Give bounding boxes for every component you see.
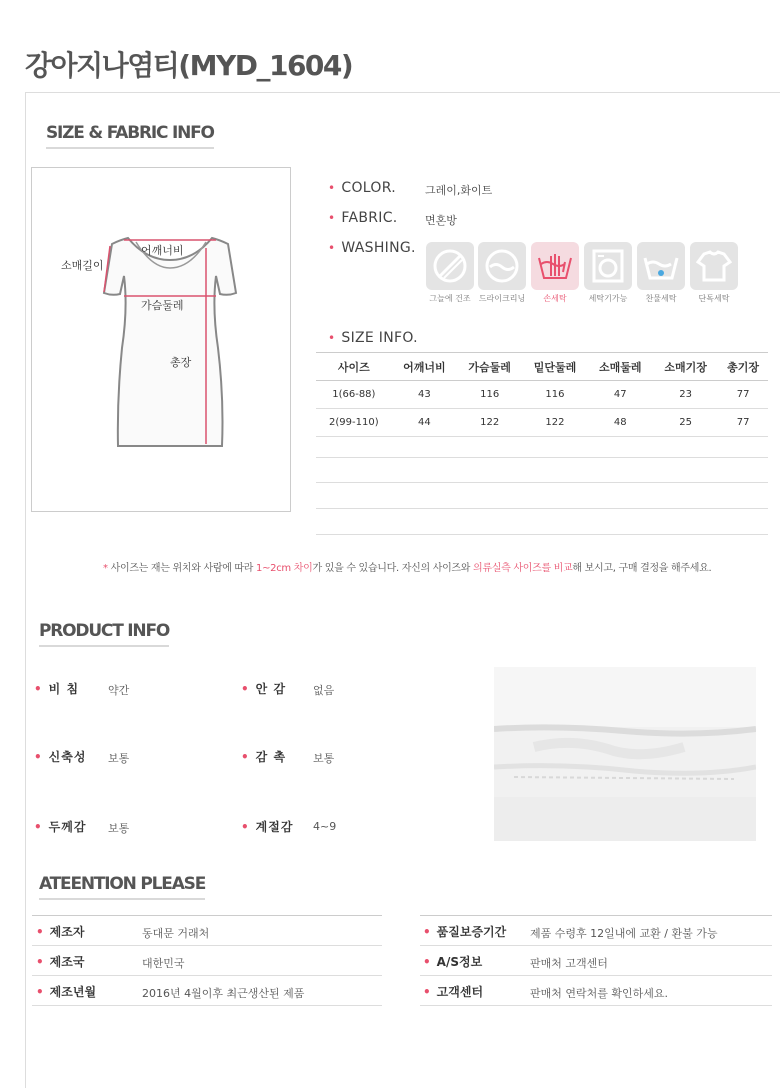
product-attr-label: 신축성 bbox=[48, 750, 87, 764]
note-text: 가 있을 수 있습니다. 자신의 사이즈와 bbox=[312, 563, 474, 574]
column-header: 총기장 bbox=[718, 354, 768, 381]
product-attr-label: 두께감 bbox=[48, 820, 87, 834]
size-info-label: SIZE INFO. bbox=[341, 330, 418, 346]
color-label: COLOR. bbox=[341, 180, 396, 196]
size-table bbox=[316, 354, 768, 437]
wash-separately-icon bbox=[690, 242, 738, 290]
product-attr-value: 보통 bbox=[108, 752, 130, 765]
attention-label: 제조자 bbox=[49, 925, 85, 939]
wash-label: 그늘에 건조 bbox=[429, 294, 471, 303]
color-row bbox=[328, 180, 396, 196]
wash-label: 단독세탁 bbox=[698, 294, 730, 303]
product-attr-value: 4~9 bbox=[313, 820, 337, 833]
bullet-icon: • bbox=[34, 682, 43, 696]
size-info-row bbox=[328, 330, 418, 346]
table-cell: 122 bbox=[522, 409, 587, 437]
bullet-icon: • bbox=[241, 820, 250, 834]
table-cell: 23 bbox=[653, 381, 718, 409]
product-attr-label: 비 침 bbox=[48, 682, 80, 696]
bullet-icon: • bbox=[328, 331, 336, 345]
table-empty-row-line bbox=[316, 508, 768, 509]
attention-key bbox=[423, 923, 506, 940]
color-value: 그레이,화이트 bbox=[425, 184, 493, 197]
product-info-heading bbox=[39, 621, 169, 641]
tshirt-outline-icon bbox=[32, 168, 290, 511]
bullet-icon: • bbox=[328, 211, 336, 225]
table-top-line bbox=[316, 352, 768, 353]
attention-line bbox=[420, 1005, 772, 1006]
shade-dry-icon bbox=[426, 242, 474, 290]
bullet-icon: • bbox=[423, 955, 431, 969]
attention-value: 제품 수령후 12일내에 교환 / 환불 가능 bbox=[530, 927, 718, 940]
product-attr-key bbox=[241, 680, 286, 697]
table-cell: 43 bbox=[392, 381, 457, 409]
dry-clean-icon bbox=[478, 242, 526, 290]
table-cell: 25 bbox=[653, 409, 718, 437]
table-row bbox=[316, 381, 768, 409]
table-cell: 44 bbox=[392, 409, 457, 437]
note-star: * bbox=[103, 563, 108, 574]
column-header: 어깨너비 bbox=[392, 354, 457, 381]
bullet-icon: • bbox=[36, 985, 44, 999]
table-cell: 1(66-88) bbox=[316, 381, 392, 409]
size-fabric-heading-text: SIZE & FABRIC INFO bbox=[46, 123, 214, 143]
garment-diagram bbox=[31, 167, 291, 512]
attention-label: 제조국 bbox=[49, 955, 85, 969]
size-fabric-heading bbox=[46, 123, 214, 143]
frame-border bbox=[25, 92, 26, 1088]
table-row bbox=[316, 409, 768, 437]
product-attr-value: 보통 bbox=[313, 752, 335, 765]
table-cell: 77 bbox=[718, 409, 768, 437]
heading-underline bbox=[39, 645, 169, 647]
table-cell: 2(99-110) bbox=[316, 409, 392, 437]
product-info-heading-text: PRODUCT INFO bbox=[39, 621, 170, 641]
attention-value: 2016년 4월이후 최근생산된 제품 bbox=[142, 987, 305, 1000]
bullet-icon: • bbox=[36, 925, 44, 939]
bullet-icon: • bbox=[241, 750, 250, 764]
bullet-icon: • bbox=[241, 682, 250, 696]
attention-key bbox=[36, 983, 96, 1000]
attention-key bbox=[423, 983, 483, 1000]
heading-underline bbox=[39, 898, 205, 900]
column-header: 사이즈 bbox=[316, 354, 392, 381]
attention-heading-text: ATEENTION PLEASE bbox=[39, 874, 206, 894]
table-header-row bbox=[316, 354, 768, 381]
table-cell: 48 bbox=[588, 409, 653, 437]
machine-wash-icon bbox=[584, 242, 632, 290]
note-text: 해 보시고, 구매 결정을 해주세요. bbox=[572, 563, 712, 574]
attention-line bbox=[32, 1005, 382, 1006]
attention-key bbox=[36, 953, 84, 970]
attention-label: 제조년월 bbox=[49, 985, 97, 999]
table-cell: 77 bbox=[718, 381, 768, 409]
bullet-icon: • bbox=[328, 241, 336, 255]
table-cell: 116 bbox=[522, 381, 587, 409]
attention-line bbox=[32, 975, 382, 976]
table-cell: 47 bbox=[588, 381, 653, 409]
attention-heading bbox=[39, 874, 205, 894]
shoulder-width-label: 어깨너비 bbox=[141, 244, 184, 257]
note-highlight: 의류실측 사이즈를 비교 bbox=[473, 563, 573, 574]
attention-line bbox=[420, 975, 772, 976]
washing-row bbox=[328, 240, 416, 256]
product-attr-value: 없음 bbox=[313, 684, 335, 697]
bleach-icon bbox=[637, 242, 685, 290]
bullet-icon: • bbox=[328, 181, 336, 195]
washing-label: WASHING. bbox=[341, 240, 416, 256]
page-title: 강아지나염티(MYD_1604) bbox=[25, 49, 353, 82]
column-header: 소매기장 bbox=[653, 354, 718, 381]
total-length-label: 총장 bbox=[170, 356, 192, 369]
attention-line bbox=[32, 915, 382, 916]
attention-label: 품질보증기간 bbox=[436, 925, 507, 939]
frame-divider bbox=[25, 92, 780, 93]
attention-value: 판매처 연락처를 확인하세요. bbox=[530, 987, 669, 1000]
product-attr-key bbox=[34, 748, 86, 765]
product-attr-label: 감 촉 bbox=[255, 750, 287, 764]
attention-value: 대한민국 bbox=[142, 957, 185, 970]
size-notice bbox=[103, 559, 773, 574]
table-empty-row-line bbox=[316, 482, 768, 483]
note-highlight: 1~2cm 차이 bbox=[256, 563, 313, 574]
product-attr-value: 보통 bbox=[108, 822, 130, 835]
table-cell: 122 bbox=[457, 409, 522, 437]
product-attr-key bbox=[34, 818, 86, 835]
bullet-icon: • bbox=[34, 820, 43, 834]
wash-label: 드라이크리닝 bbox=[478, 294, 526, 303]
heading-underline bbox=[46, 147, 214, 149]
attention-label: A/S정보 bbox=[436, 955, 483, 969]
bullet-icon: • bbox=[36, 955, 44, 969]
product-attr-key bbox=[34, 680, 79, 697]
fabric-label: FABRIC. bbox=[341, 210, 398, 226]
attention-line bbox=[420, 915, 772, 916]
attention-key bbox=[423, 953, 482, 970]
hand-wash-icon bbox=[531, 242, 579, 290]
attention-key bbox=[36, 923, 84, 940]
attention-line bbox=[32, 945, 382, 946]
table-empty-row-line bbox=[316, 534, 768, 535]
bullet-icon: • bbox=[423, 925, 431, 939]
product-attr-label: 계절감 bbox=[255, 820, 294, 834]
fabric-value: 면혼방 bbox=[425, 214, 457, 227]
attention-line bbox=[420, 945, 772, 946]
product-attr-value: 약간 bbox=[108, 684, 130, 697]
column-header: 소매둘레 bbox=[588, 354, 653, 381]
wash-label: 찬물세탁 bbox=[645, 294, 677, 303]
fabric-row bbox=[328, 210, 398, 226]
product-attr-key bbox=[241, 748, 286, 765]
note-text: 사이즈는 재는 위치와 사람에 따라 bbox=[110, 563, 257, 574]
wash-label: 손세탁 bbox=[543, 294, 567, 303]
wash-label: 세탁기가능 bbox=[588, 294, 628, 303]
table-empty-row-line bbox=[316, 457, 768, 458]
column-header: 밑단둘레 bbox=[522, 354, 587, 381]
bullet-icon: • bbox=[34, 750, 43, 764]
attention-value: 판매처 고객센터 bbox=[530, 957, 608, 970]
table-cell: 116 bbox=[457, 381, 522, 409]
product-attr-key bbox=[241, 818, 293, 835]
attention-value: 동대문 거래처 bbox=[142, 927, 210, 940]
product-attr-label: 안 감 bbox=[255, 682, 287, 696]
bullet-icon: • bbox=[423, 985, 431, 999]
chest-label: 가슴둘레 bbox=[141, 299, 184, 312]
attention-label: 고객센터 bbox=[436, 985, 484, 999]
fabric-closeup-image bbox=[494, 667, 756, 841]
column-header: 가슴둘레 bbox=[457, 354, 522, 381]
sleeve-length-label: 소매길이 bbox=[61, 259, 104, 272]
